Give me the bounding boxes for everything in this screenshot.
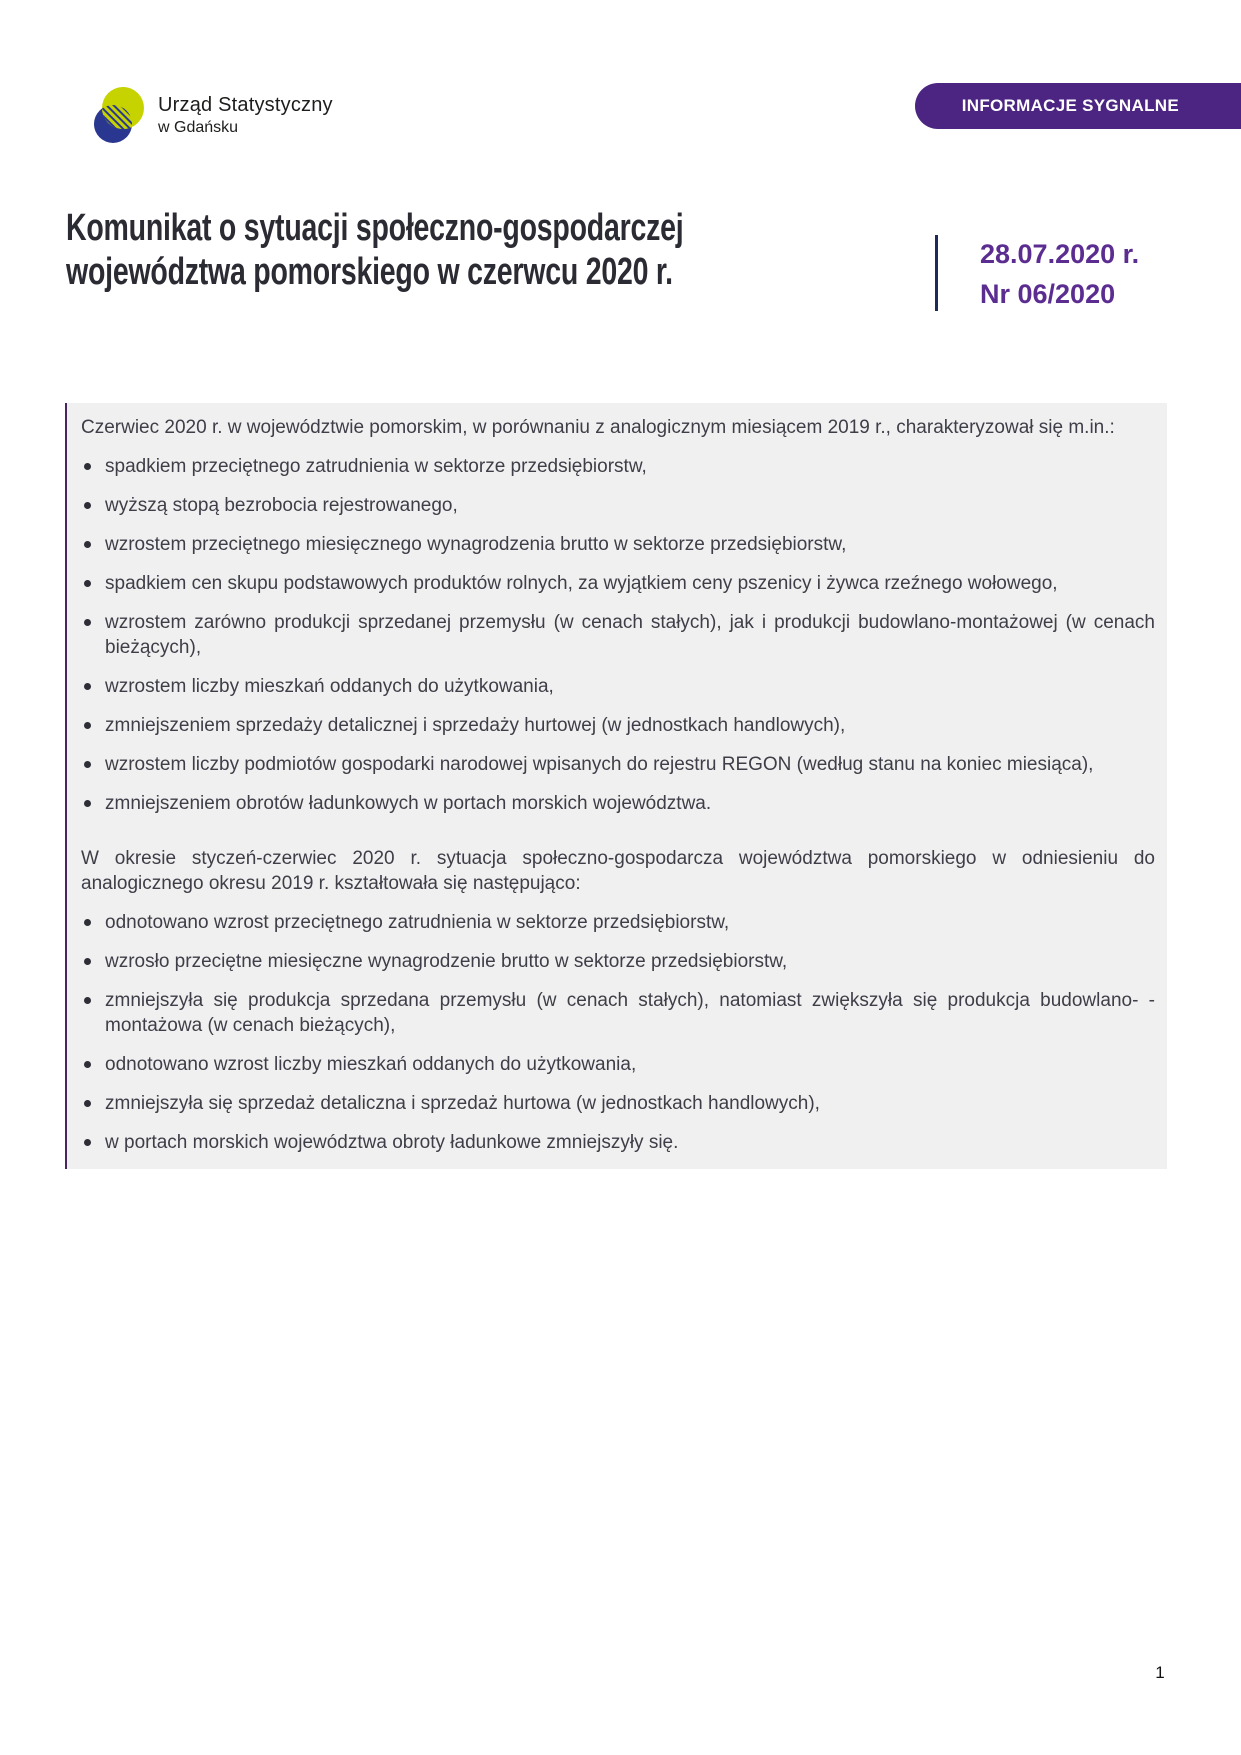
logo-text [158,94,333,137]
bullet-icon [84,619,91,626]
section1-intro: Czerwiec 2020 r. w województwie pomorskim, w porównaniu z analogicznym miesiącem 2019 r., charakteryzował się m.in.: [81,417,1115,438]
bullet-icon [84,463,91,470]
list-item [81,1130,1155,1155]
list-item-text: zmniejszeniem sprzedaży detalicznej i sprzedaży hurtowej (w jednostkach handlowych), [105,715,846,736]
section2-list [81,910,1155,1155]
informacje-sygnalne-badge: INFORMACJE SYGNALNE [915,83,1241,129]
list-item-text: odnotowano wzrost przeciętnego zatrudnienia w sektorze przedsiębiorstw, [105,912,730,933]
page-title-line2: województwa pomorskiego w czerwcu 2020 r. [66,251,673,293]
list-item-text: zmniejszyła się sprzedaż detaliczna i sprzedaż hurtowa (w jednostkach handlowych), [105,1093,820,1114]
list-item [81,674,1155,699]
list-item-text: odnotowano wzrost liczby mieszkań oddanych do użytkowania, [105,1054,637,1075]
bullet-icon [84,1100,91,1107]
bullet-icon [84,997,91,1004]
list-item-text: wyższą stopą bezrobocia rejestrowanego, [105,495,458,516]
bullet-icon [84,919,91,926]
bullet-icon [84,1061,91,1068]
agency-logo [93,86,333,144]
bullet-icon [84,800,91,807]
bullet-icon [84,541,91,548]
bullet-icon [84,761,91,768]
publication-date: 28.07.2020 r. [980,239,1140,269]
statistical-office-logo-icon [93,86,145,144]
list-item-text: zmniejszeniem obrotów ładunkowych w portach morskich województwa. [105,793,712,814]
title-divider [935,235,938,311]
page-title-line1: Komunikat o sytuacji społeczno-gospodarczej [66,207,684,249]
bullet-icon [84,502,91,509]
bullet-icon [84,958,91,965]
list-item [81,752,1155,777]
publication-number: Nr 06/2020 [980,279,1116,309]
list-item-text: wzrostem liczby podmiotów gospodarki narodowej wpisanych do rejestru REGON (według stanu na koniec miesiąca), [105,754,1094,775]
list-item-text: wzrostem liczby mieszkań oddanych do użytkowania, [105,676,554,697]
list-item [81,493,1155,518]
page-title [66,206,683,294]
list-item [81,1091,1155,1116]
list-item [81,454,1155,479]
issue-info [980,234,1139,314]
list-item [81,532,1155,557]
list-item [81,1052,1155,1077]
list-item [81,610,1155,660]
summary-box [65,403,1167,1169]
list-item-text: zmniejszyła się produkcja sprzedana przemysłu (w cenach stałych), natomiast zwiększyła się produkcja budowlano- -montażowa (w cenach bieżących), [105,990,1155,1036]
list-item-text: wzrostem zarówno produkcji sprzedanej przemysłu (w cenach stałych), jak i produkcji budowlano-montażowej (w cenach bieżących), [105,612,1155,658]
bullet-icon [84,1139,91,1146]
list-item-text: wzrostem przeciętnego miesięcznego wynagrodzenia brutto w sektorze przedsiębiorstw, [105,534,847,555]
list-item [81,571,1155,596]
logo-agency-name: Urząd Statystyczny [158,93,333,116]
list-item [81,713,1155,738]
logo-agency-city: w Gdańsku [158,118,239,136]
list-item-text: spadkiem przeciętnego zatrudnienia w sektorze przedsiębiorstw, [105,456,647,477]
list-item [81,791,1155,816]
list-item-text: w portach morskich województwa obroty ładunkowe zmniejszyły się. [105,1132,679,1153]
list-item-text: wzrosło przeciętne miesięczne wynagrodzenie brutto w sektorze przedsiębiorstw, [105,951,788,972]
list-item [81,949,1155,974]
list-item-text: spadkiem cen skupu podstawowych produktów rolnych, za wyjątkiem ceny pszenicy i żywca rzeźnego wołowego, [105,573,1058,594]
bullet-icon [84,722,91,729]
section1-list [81,454,1155,816]
page-number: 1 [1155,1663,1165,1682]
list-item [81,988,1155,1038]
section2-intro: W okresie styczeń-czerwiec 2020 r. sytuacja społeczno-gospodarcza województwa pomorskiego w odniesieniu do analogicznego okresu 2019 r. kształtowała się następująco: [81,848,1155,894]
bullet-icon [84,683,91,690]
list-item [81,910,1155,935]
bullet-icon [84,580,91,587]
